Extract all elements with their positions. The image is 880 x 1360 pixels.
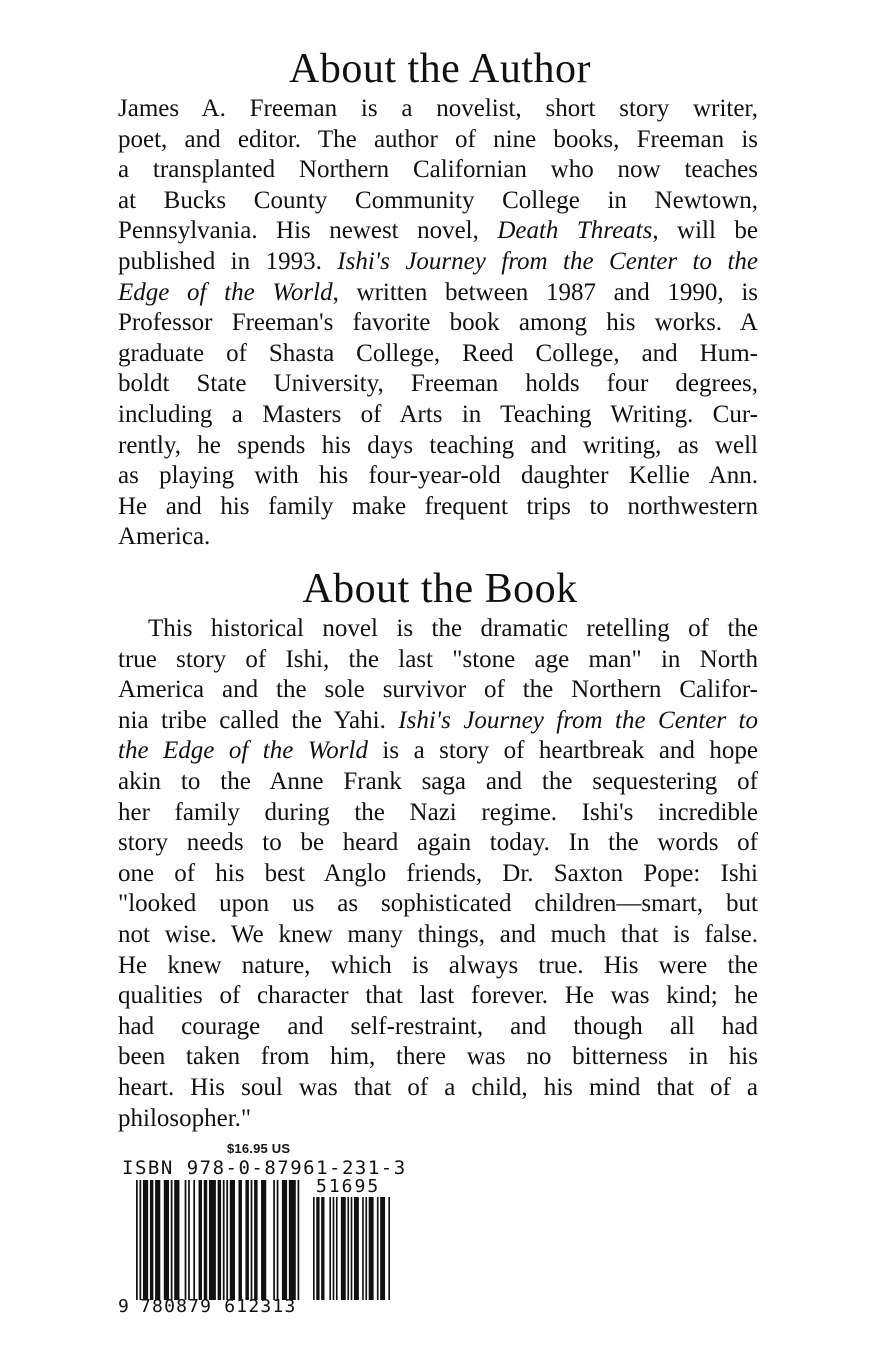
book-title-italic: the Edge of the World <box>118 737 368 765</box>
barcode-bar <box>226 1180 228 1300</box>
barcode-bar <box>365 1197 367 1300</box>
barcode-bar <box>369 1197 374 1300</box>
barcode-bar <box>193 1180 195 1300</box>
about-book-heading: About the Book <box>302 566 578 612</box>
barcode-bar <box>388 1197 390 1300</box>
author-line: America. <box>118 523 211 551</box>
book-line: qualities of character that last forever. He was kind; he <box>118 982 758 1010</box>
barcode-bar <box>277 1180 279 1300</box>
barcode-bar <box>282 1180 287 1300</box>
about-book-paragraph <box>118 614 758 1134</box>
author-line: at Bucks County Community College in Newtown, <box>118 186 758 214</box>
book-line: not wise. We knew many things, and much that is false. <box>118 920 758 948</box>
text-run: Pennsylvania. His newest novel, <box>118 217 498 245</box>
book-line: This historical novel is the dramatic retelling of the <box>148 615 758 642</box>
barcode-bar <box>230 1180 235 1300</box>
author-line: boldt State University, Freeman holds four degrees, <box>118 370 758 398</box>
author-line: rently, he spends his days teaching and writing, as well <box>118 431 758 459</box>
author-line <box>118 278 758 309</box>
barcode-bar <box>347 1197 349 1300</box>
barcode-bar <box>341 1197 346 1300</box>
barcode-bar <box>174 1180 179 1300</box>
book-line: "looked upon us as sophisticated children—smart, but <box>118 890 758 918</box>
barcode-bar <box>171 1180 173 1300</box>
barcode-bar <box>298 1180 300 1300</box>
book-line: He knew nature, which is always true. His were the <box>118 951 758 979</box>
text-run: is a story of heartbreak and hope <box>367 737 758 765</box>
barcode-bar <box>136 1180 138 1300</box>
book-line: one of his best Anglo friends, Dr. Saxton Pope: Ishi <box>118 859 758 887</box>
barcode-bar <box>316 1197 319 1300</box>
barcode-bar <box>164 1180 169 1300</box>
barcode-bar <box>380 1197 385 1300</box>
barcode-bar <box>155 1180 160 1300</box>
barcode-bar <box>351 1197 353 1300</box>
barcode-bar <box>377 1197 379 1300</box>
book-line: heart. His soul was that of a child, his mind that of a <box>118 1073 758 1101</box>
barcode-digits: 780879 612313 <box>140 1296 297 1317</box>
barcode-bar <box>333 1197 335 1300</box>
book-line: story needs to be heard again today. In the words of <box>118 829 758 857</box>
text-run: nia tribe called the Yahi. <box>118 706 399 734</box>
text-run: published in 1993. <box>118 247 338 275</box>
about-author-paragraph <box>118 94 758 553</box>
author-line: including a Masters of Arts in Teaching Writing. Cur- <box>118 400 758 428</box>
book-line: been taken from him, there was no bitterness in his <box>118 1043 758 1071</box>
barcode-bar <box>204 1180 207 1300</box>
barcode-bar <box>261 1180 266 1300</box>
barcode-bar <box>251 1180 253 1300</box>
author-line: poet, and editor. The author of nine books, Freeman is <box>118 125 758 153</box>
book-line: her family during the Nazi regime. Ishi's incredible <box>118 798 758 826</box>
barcode-bar <box>362 1197 364 1300</box>
book-title-italic: Ishi's Journey from the Center to <box>398 706 758 734</box>
barcode-bar <box>209 1180 216 1300</box>
barcode-bar <box>336 1197 338 1300</box>
barcode-bar <box>199 1180 202 1300</box>
barcode-bar <box>273 1180 275 1300</box>
barcode-first-digit: 9 <box>118 1296 129 1317</box>
barcode-bar <box>313 1197 315 1300</box>
book-line <box>118 706 758 737</box>
book-line: akin to the Anne Frank saga and the sequestering of <box>118 767 758 795</box>
about-author-heading: About the Author <box>289 46 591 92</box>
author-line <box>118 247 758 278</box>
isbn-text: ISBN 978-0-87961-231-3 <box>122 1157 407 1179</box>
barcode-bar <box>185 1180 187 1300</box>
barcode-bar <box>150 1180 153 1300</box>
barcode-bar <box>139 1180 141 1300</box>
barcode-bar <box>354 1197 359 1300</box>
text-run: , written between 1987 and 1990, is <box>332 278 759 306</box>
book-title-italic: Edge of the World <box>118 278 333 306</box>
text-run: , will be <box>652 217 758 245</box>
book-line: had courage and self-restraint, and though all had <box>118 1012 758 1040</box>
author-line: graduate of Shasta College, Reed College, and Hum- <box>118 339 758 367</box>
author-line: He and his family make frequent trips to northwestern <box>118 492 758 520</box>
book-line: America and the sole survivor of the Northern Califor- <box>118 676 758 704</box>
price-code-digits: 51695 <box>316 1176 381 1197</box>
book-title-italic: Death Threats <box>497 217 653 245</box>
author-line: Professor Freeman's favorite book among his works. A <box>118 309 758 337</box>
price-barcode <box>313 1197 390 1300</box>
barcode-bar <box>321 1197 324 1300</box>
author-line <box>118 216 758 247</box>
price-label: $16.95 US <box>227 1141 291 1156</box>
author-line: as playing with his four-year-old daughter Kellie Ann. <box>118 462 758 490</box>
barcode-bar <box>289 1180 296 1300</box>
isbn-barcode <box>136 1180 301 1300</box>
barcode-bar <box>223 1180 225 1300</box>
barcode-bar <box>254 1180 257 1300</box>
barcode-bar <box>245 1180 248 1300</box>
book-title-italic: Ishi's Journey from the Center to the <box>337 247 759 275</box>
author-line: James A. Freeman is a novelist, short story writer, <box>118 95 758 122</box>
barcode-bar <box>188 1180 190 1300</box>
book-line: philosopher." <box>118 1104 252 1132</box>
author-line: a transplanted Northern Californian who now teaches <box>118 156 758 184</box>
barcode-bar <box>143 1180 148 1300</box>
book-line <box>118 736 758 767</box>
book-line: true story of Ishi, the last "stone age man" in North <box>118 645 758 673</box>
barcode-bar <box>329 1197 331 1300</box>
barcode-bar <box>218 1180 221 1300</box>
barcode-bar <box>238 1180 241 1300</box>
